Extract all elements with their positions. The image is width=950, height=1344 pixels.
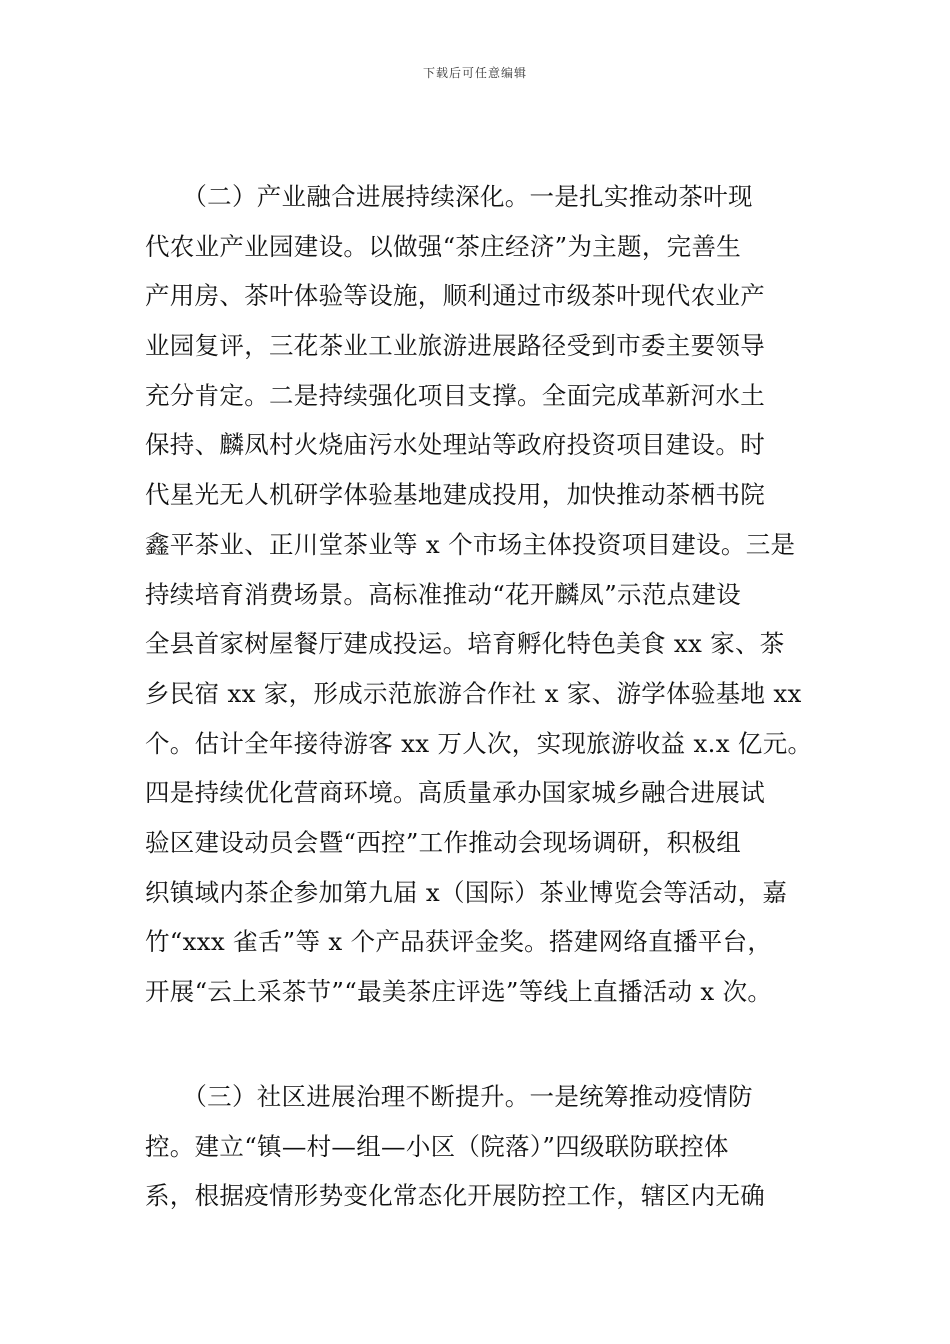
text-line: 验区建设动员会暨“西控”工作推动会现场调研，积极组	[145, 827, 742, 857]
paragraph-community-governance	[145, 1072, 765, 1221]
text-line: 控。建立“镇—村—组—小区（院落）”四级联防联控体	[145, 1131, 729, 1161]
text-line: 全县首家树屋餐厅建成投运。培育孵化特色美食 xx 家、茶	[145, 629, 785, 659]
text-line: 产用房、茶叶体验等设施，顺利通过市级茶叶现代农业产	[145, 281, 765, 311]
text-line: （二）产业融合进展持续深化。一是扎实推动茶叶现	[145, 182, 753, 211]
text-line: 开展“云上采茶节”“最美茶庄评选”等线上直播活动 x 次。	[145, 977, 773, 1006]
text-line: 代农业产业园建设。以做强“茶庄经济”为主题，完善生	[145, 231, 742, 261]
text-line: 四是持续优化营商环境。高质量承办国家城乡融合进展试	[145, 778, 765, 808]
paragraph-industry-integration	[145, 172, 812, 1017]
text-line: 持续培育消费场景。高标准推动“花开麟凤”示范点建设	[145, 579, 742, 609]
text-line: 织镇域内茶企参加第九届 x（国际）茶业博览会等活动，嘉	[145, 877, 788, 907]
text-line: 乡民宿 xx 家，形成示范旅游合作社 x 家、游学体验基地 xx	[145, 678, 802, 708]
text-line: 充分肯定。二是持续强化项目支撑。全面完成革新河水土	[145, 380, 765, 410]
text-line: 代星光无人机研学体验基地建成投用，加快推动茶栖书院	[145, 480, 765, 510]
text-line: 竹“xxx 雀舌”等 x 个产品获评金奖。搭建网络直播平台，	[145, 927, 773, 957]
text-line: 鑫平茶业、正川堂茶业等 x 个市场主体投资项目建设。三是	[145, 529, 796, 559]
text-line: 系，根据疫情形势变化常态化开展防控工作，辖区内无确	[145, 1181, 765, 1211]
text-line: （三）社区进展治理不断提升。一是统筹推动疫情防	[145, 1082, 753, 1111]
text-line: 保持、麟凤村火烧庙污水处理站等政府投资项目建设。时	[145, 430, 765, 460]
page-header: 下载后可任意编辑	[422, 66, 527, 80]
text-line: 个。估计全年接待游客 xx 万人次，实现旅游收益 x.x 亿元。	[145, 728, 813, 758]
text-line: 业园复评，三花茶业工业旅游进展路径受到市委主要领导	[145, 331, 765, 361]
